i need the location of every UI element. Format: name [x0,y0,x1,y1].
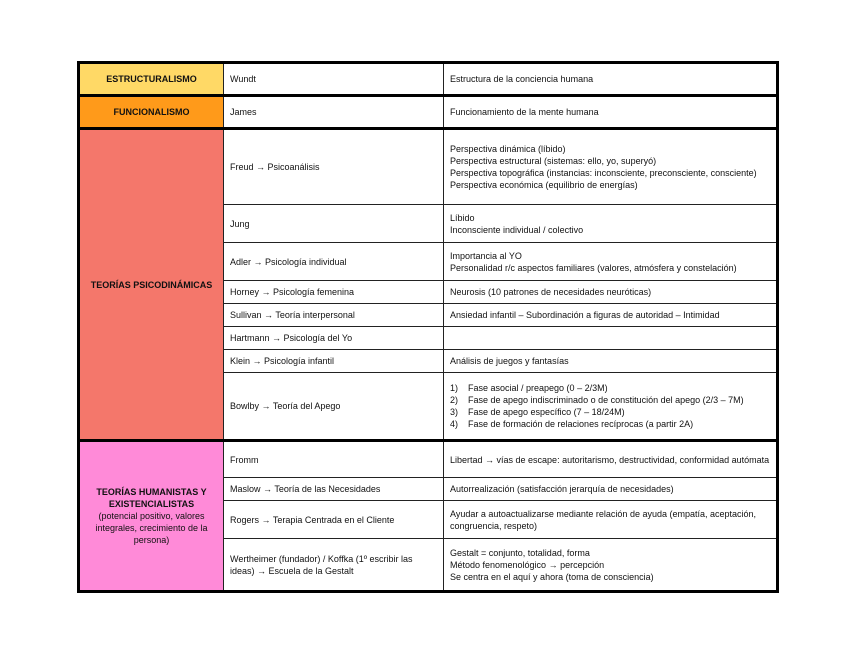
description-cell [444,205,778,243]
row-estructuralismo [79,63,778,96]
author-cell: Jung [224,205,444,243]
list-item [450,394,770,406]
list-text: Fase asocial / preapego (0 – 2/3M) [468,383,608,393]
author-cell: Freud → Psicoanálisis [224,129,444,205]
description-cell: Análisis de juegos y fantasías [444,350,778,373]
row-funcionalismo [79,96,778,129]
description-cell: Ansiedad infantil – Subordinación a figuras de autoridad – Intimidad [444,304,778,327]
author-cell: Fromm [224,441,444,478]
author-cell: Maslow → Teoría de las Necesidades [224,478,444,501]
list-number: 4) [450,419,459,429]
author-cell: Bowlby → Teoría del Apego [224,373,444,441]
description-cell [444,243,778,281]
description-line: Perspectiva estructural (sistemas: ello, yo, superyó) [450,156,657,166]
list-text: Fase de apego indiscriminado o de constitución del apego (2/3 – 7M) [468,395,744,405]
description-cell: Ayudar a autoactualizarse mediante relación de ayuda (empatía, aceptación, congruencia, respeto) [444,501,778,539]
list-number: 3) [450,407,459,417]
description-line: Método fenomenológico → percepción [450,559,605,570]
author-cell: James [224,96,444,129]
author-cell: Horney → Psicología femenina [224,281,444,304]
attachment-phases-list [450,382,770,430]
category-estructuralismo: ESTRUCTURALISMO [79,63,224,96]
row-fromm [79,441,778,478]
list-number: 1) [450,383,459,393]
description-cell: Funcionamiento de la mente humana [444,96,778,129]
author-cell: Wertheimer (fundador) / Koffka (1º escribir las ideas) → Escuela de la Gestalt [224,539,444,592]
description-line: Líbido [450,212,475,223]
list-number: 2) [450,395,459,405]
category-humanistas [79,441,224,592]
category-subtitle: (potencial positivo, valores integrales, crecimiento de la persona) [95,511,208,545]
author-cell: Rogers → Terapia Centrada en el Cliente [224,501,444,539]
psychology-schools-table [77,61,779,593]
category-funcionalismo: FUNCIONALISMO [79,96,224,129]
description-line: Personalidad r/c aspectos familiares (valores, atmósfera y constelación) [450,262,737,273]
row-freud [79,129,778,205]
description-line: Importancia al YO [450,250,522,261]
list-item [450,382,770,394]
description-line: Perspectiva dinámica (líbido) [450,144,566,154]
list-item [450,418,770,430]
description-cell [444,373,778,441]
author-cell: Hartmann → Psicología del Yo [224,327,444,350]
list-text: Fase de apego específico (7 – 18/24M) [468,407,625,417]
category-title: TEORÍAS HUMANISTAS Y EXISTENCIALISTAS [96,487,207,509]
description-line: Perspectiva económica (equilibrio de energías) [450,180,638,190]
author-cell: Sullivan → Teoría interpersonal [224,304,444,327]
list-text: Fase de formación de relaciones recíprocas (a partir 2A) [468,419,694,429]
description-line: Se centra en el aquí y ahora (toma de consciencia) [450,571,654,582]
list-item [450,406,770,418]
author-cell: Adler → Psicología individual [224,243,444,281]
author-cell: Wundt [224,63,444,96]
description-cell [444,327,778,350]
description-cell [444,129,778,205]
description-line: Gestalt = conjunto, totalidad, forma [450,547,590,558]
description-cell: Libertad → vías de escape: autoritarismo, destructividad, conformidad autómata [444,441,778,478]
category-psicodinamicas: TEORÍAS PSICODINÁMICAS [79,129,224,441]
description-cell: Autorrealización (satisfacción jerarquía de necesidades) [444,478,778,501]
description-cell: Neurosis (10 patrones de necesidades neuróticas) [444,281,778,304]
description-line: Inconsciente individual / colectivo [450,224,584,235]
description-cell [444,539,778,592]
description-cell: Estructura de la conciencia humana [444,63,778,96]
description-line: Perspectiva topográfica (instancias: inconsciente, preconsciente, consciente) [450,168,757,178]
author-cell: Klein → Psicología infantil [224,350,444,373]
